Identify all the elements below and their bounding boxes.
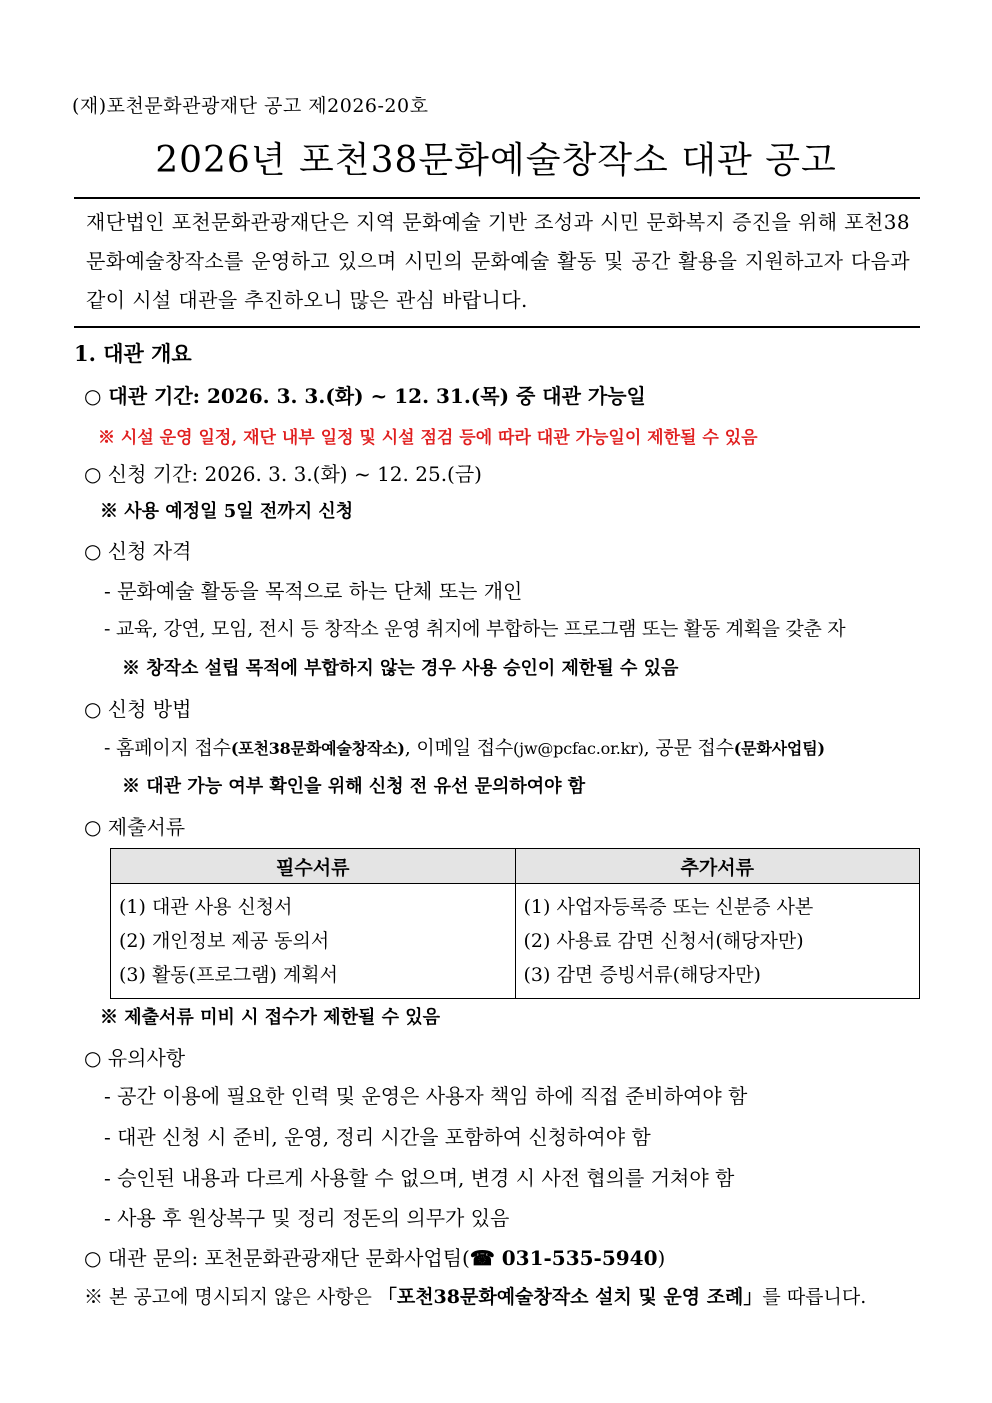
caution-item: - 승인된 내용과 다르게 사용할 수 없으며, 변경 시 사전 협의를 거쳐야 함 — [104, 1166, 735, 1190]
footer-note — [84, 1282, 866, 1309]
method-homepage: - 홈페이지 접수 — [104, 737, 231, 759]
method-homepage-detail: (포천38문화예술창작소) — [230, 739, 405, 758]
method-official: , 공문 접수 — [643, 737, 734, 759]
method-email-address: (jw@pcfac.or.kr) — [513, 739, 644, 758]
application-period: ○ 신청 기간: 2026. 3. 3.(화) ~ 12. 25.(금) — [84, 462, 482, 486]
list-item: (2) 개인정보 제공 동의서 — [119, 930, 330, 952]
intro-box: 재단법인 포천문화관광재단은 지역 문화예술 기반 조성과 시민 문화복지 증진을 위해 포천38문화예술창작소를 운영하고 있으며 시민의 문화예술 활동 및 공간 활용을 지원하고자 다음과 같이 시설 대관을 추진하오니 많은 관심 바랍니다. — [74, 197, 920, 328]
page-title: 2026년 포천38문화예술창작소 대관 공고 — [155, 140, 837, 181]
required-documents-cell — [111, 884, 516, 999]
method-official-team: (문화사업팀) — [733, 739, 825, 758]
list-item: (2) 사용료 감면 신청서(해당자만) — [523, 930, 804, 952]
caution-item: - 대관 신청 시 준비, 운영, 정리 시간을 포함하여 신청하여야 함 — [104, 1125, 651, 1149]
section-title: 1. 대관 개요 — [74, 341, 192, 366]
eligibility-note: ※ 창작소 설립 목적에 부합하지 않는 경우 사용 승인이 제한될 수 있음 — [122, 658, 679, 679]
eligibility-item: - 교육, 강연, 모임, 전시 등 창작소 운영 취지에 부합하는 프로그램 또는 활동 계획을 갖춘 자 — [104, 618, 846, 640]
eligibility-title: ○ 신청 자격 — [84, 539, 192, 563]
documents-note: ※ 제출서류 미비 시 접수가 제한될 수 있음 — [100, 1007, 441, 1028]
documents-table — [110, 848, 920, 999]
method-line — [104, 733, 825, 760]
inquiry-label: ○ 대관 문의: 포천문화관광재단 문화사업팀( — [84, 1246, 470, 1270]
method-title: ○ 신청 방법 — [84, 697, 192, 721]
inquiry-close: ) — [657, 1246, 666, 1270]
cautions-title: ○ 유의사항 — [84, 1046, 186, 1070]
application-period-note: ※ 사용 예정일 5일 전까지 신청 — [100, 501, 354, 522]
caution-item: - 사용 후 원상복구 및 정리 정돈의 의무가 있음 — [104, 1206, 510, 1230]
inquiry-line — [84, 1242, 665, 1271]
caution-item: - 공간 이용에 필요한 인력 및 운영은 사용자 책임 하에 직접 준비하여야 함 — [104, 1084, 748, 1108]
documents-header-required: 필수서류 — [111, 849, 516, 884]
footer-suffix: 를 따릅니다. — [762, 1286, 867, 1308]
documents-header-additional: 추가서류 — [515, 849, 920, 884]
phone-number: ☎ 031-535-5940 — [469, 1246, 658, 1270]
list-item: (3) 활동(프로그램) 계획서 — [119, 964, 339, 986]
list-item: (1) 사업자등록증 또는 신분증 사본 — [523, 896, 814, 918]
list-item: (1) 대관 사용 신청서 — [119, 896, 293, 918]
additional-documents-cell — [515, 884, 920, 999]
documents-title: ○ 제출서류 — [84, 815, 186, 839]
footer-prefix: ※ 본 공고에 명시되지 않은 사항은 — [84, 1286, 378, 1308]
rental-period: ○ 대관 기간: 2026. 3. 3.(화) ~ 12. 31.(목) 중 대관 가능일 — [84, 384, 646, 408]
notice-number: (재)포천문화관광재단 공고 제2026-20호 — [72, 95, 429, 117]
list-item: (3) 감면 증빙서류(해당자만) — [523, 964, 761, 986]
rental-period-note: ※ 시설 운영 일정, 재단 내부 일정 및 시설 점검 등에 따라 대관 가능일이 제한될 수 있음 — [98, 428, 758, 448]
method-email: , 이메일 접수 — [404, 737, 514, 759]
eligibility-item: - 문화예술 활동을 목적으로 하는 단체 또는 개인 — [104, 579, 523, 603]
method-note: ※ 대관 가능 여부 확인을 위해 신청 전 유선 문의하여야 함 — [122, 776, 586, 797]
ordinance-name: 「포천38문화예술창작소 설치 및 운영 조례」 — [377, 1286, 763, 1308]
